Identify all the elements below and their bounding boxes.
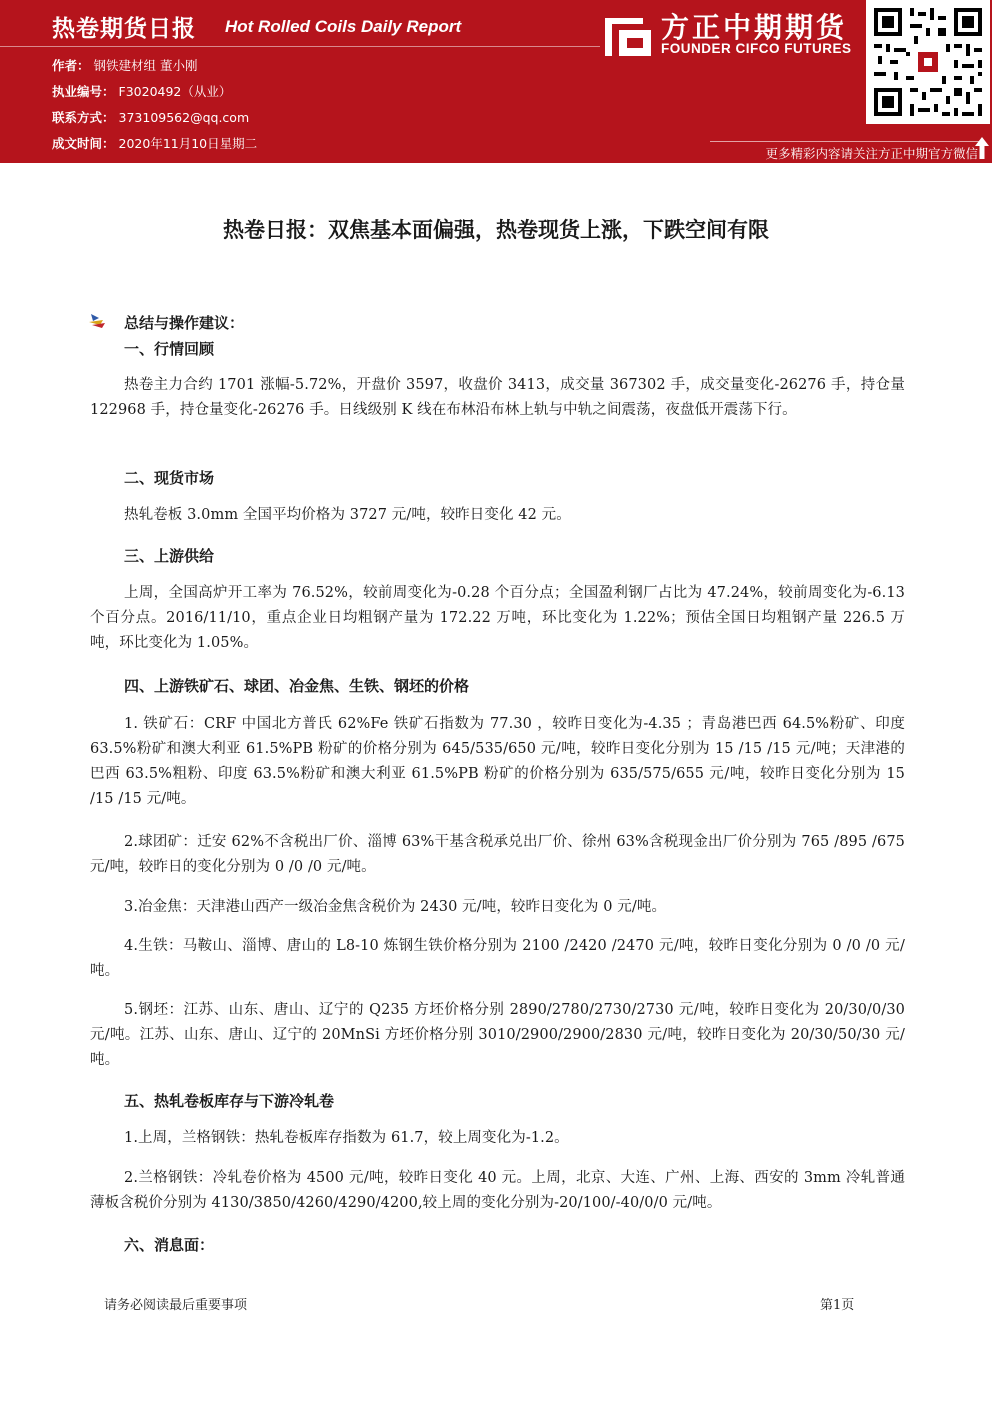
qr-code-icon [866, 0, 990, 124]
document-title: 热卷日报：双焦基本面偏强，热卷现货上涨，下跌空间有限 [223, 218, 769, 242]
paragraph-market-review: 热卷主力合约 1701 涨幅-5.72%，开盘价 3597，收盘价 3413，成交量 367302 手，成交量变化-26276 手，持仓量 122968 手，持仓量变化-26276 手。日线级别 K 线在布林沿布林上轨与中轨之间震荡，夜盘低开震荡下行。 [90, 377, 905, 418]
arrow-up-icon [974, 136, 990, 160]
paragraph-inventory: 1.上周，兰格钢铁：热轧卷板库存指数为 61.7，较上周变化为-1.2。 [124, 1130, 569, 1146]
contact-row [52, 108, 249, 126]
author-value: 钢铁建材组 董小刚 [93, 58, 198, 73]
section-heading-market-review: 一、行情回顾 [124, 340, 215, 358]
license-label: 执业编号： [52, 84, 115, 99]
paragraph-upstream-supply: 上周，全国高炉开工率为 76.52%，较前周变化为-0.28 个百分点；全国盈利钢厂占比为 47.24%，较前周变化为-6.13 个百分点。2016/11/10，重点企业日均粗钢产量为 172.22 万吨，环比变化为 1.22%；预估全国日均粗钢产量 226.5 万吨，环比变化为 1.05%。 [90, 585, 905, 651]
section-heading-spot-market: 二、现货市场 [124, 469, 215, 487]
date-value: 2020年11月10日星期二 [118, 136, 258, 151]
license-value: F3020492（从业） [118, 84, 232, 99]
paragraph-cold-rolled: 2.兰格钢铁：冷轧卷价格为 4500 元/吨，较昨日变化 40 元。上周，北京、大连、广州、上海、西安的 3mm 冷轧普通薄板含税价分别为 4130/3850/4260/4290/4200,较上周的变化分别为-20/100/-40/0/0 元/吨。 [90, 1170, 905, 1211]
license-row [52, 82, 231, 100]
header-divider [0, 46, 600, 47]
footer-notice: 请务必阅读最后重要事项 [104, 1298, 248, 1313]
paragraph-coke: 3.冶金焦：天津港山西产一级冶金焦含税价为 2430 元/吨，较昨日变化为 0 元/吨。 [124, 899, 667, 915]
author-label: 作者： [52, 58, 90, 73]
section-bullet-icon [88, 311, 106, 329]
author-row [52, 56, 198, 74]
company-name-cn: 方正中期期货 [661, 11, 848, 44]
date-row [52, 134, 257, 152]
date-label: 成文时间： [52, 136, 115, 151]
report-header [0, 0, 992, 163]
founder-logo-icon [605, 10, 651, 56]
paragraph-spot-market: 热轧卷板 3.0mm 全国平均价格为 3727 元/吨，较昨日变化 42 元。 [124, 507, 571, 523]
summary-heading: 总结与操作建议： [124, 314, 245, 332]
section-heading-upstream-prices: 四、上游铁矿石、球团、冶金焦、生铁、钢坯的价格 [124, 677, 470, 695]
page-number: 第1页 [820, 1298, 855, 1313]
paragraph-pellet: 2.球团矿：迁安 62%不含税出厂价、淄博 63%干基含税承兑出厂价、徐州 63%含税现金出厂价分别为 765 /895 /675 元/吨，较昨日的变化分别为 0 /0 /0 元/吨。 [90, 834, 905, 875]
company-name-en: FOUNDER CIFCO FUTURES [661, 41, 852, 56]
paragraph-billet: 5.钢坯：江苏、山东、唐山、辽宁的 Q235 方坯价格分别 2890/2780/2730/2730 元/吨，较昨日变化为 20/30/0/30 元/吨。江苏、山东、唐山、辽宁的 20MnSi 方坯价格分别 3010/2900/2900/2830 元/吨，较昨日变化为 20/30/50/30 元/吨。 [90, 1002, 905, 1068]
follow-divider [710, 141, 982, 142]
report-title-en: Hot Rolled Coils Daily Report [225, 17, 462, 36]
contact-label: 联系方式： [52, 110, 115, 125]
section-heading-upstream-supply: 三、上游供给 [124, 547, 215, 565]
paragraph-pig-iron: 4.生铁：马鞍山、淄博、唐山的 L8-10 炼钢生铁价格分别为 2100 /2420 /2470 元/吨，较昨日变化分别为 0 /0 /0 元/吨。 [90, 938, 905, 979]
contact-value: 373109562@qq.com [118, 110, 250, 125]
section-heading-news: 六、消息面： [124, 1236, 215, 1254]
report-title-cn: 热卷期货日报 [52, 16, 196, 42]
section-heading-inventory: 五、热轧卷板库存与下游冷轧卷 [124, 1092, 335, 1110]
paragraph-iron-ore: 1. 铁矿石：CRF 中国北方普氏 62%Fe 铁矿石指数为 77.30 ，较昨日变化为-4.35 ；青岛港巴西 64.5%粉矿、印度 63.5%粉矿和澳大利亚 61.5%PB 粉矿的价格分别为 645/535/650 元/吨，较昨日变化分别为 15 /15 /15 元/吨；天津港的巴西 63.5%粗粉、印度 63.5%粉矿和澳大利亚 61.5%PB 粉矿的价格分别为 635/575/655 元/吨，较昨日变化分别为 15 /15 /15 元/吨。 [90, 716, 905, 807]
follow-wechat-text: 更多精彩内容请关注方正中期官方微信 [765, 146, 978, 161]
